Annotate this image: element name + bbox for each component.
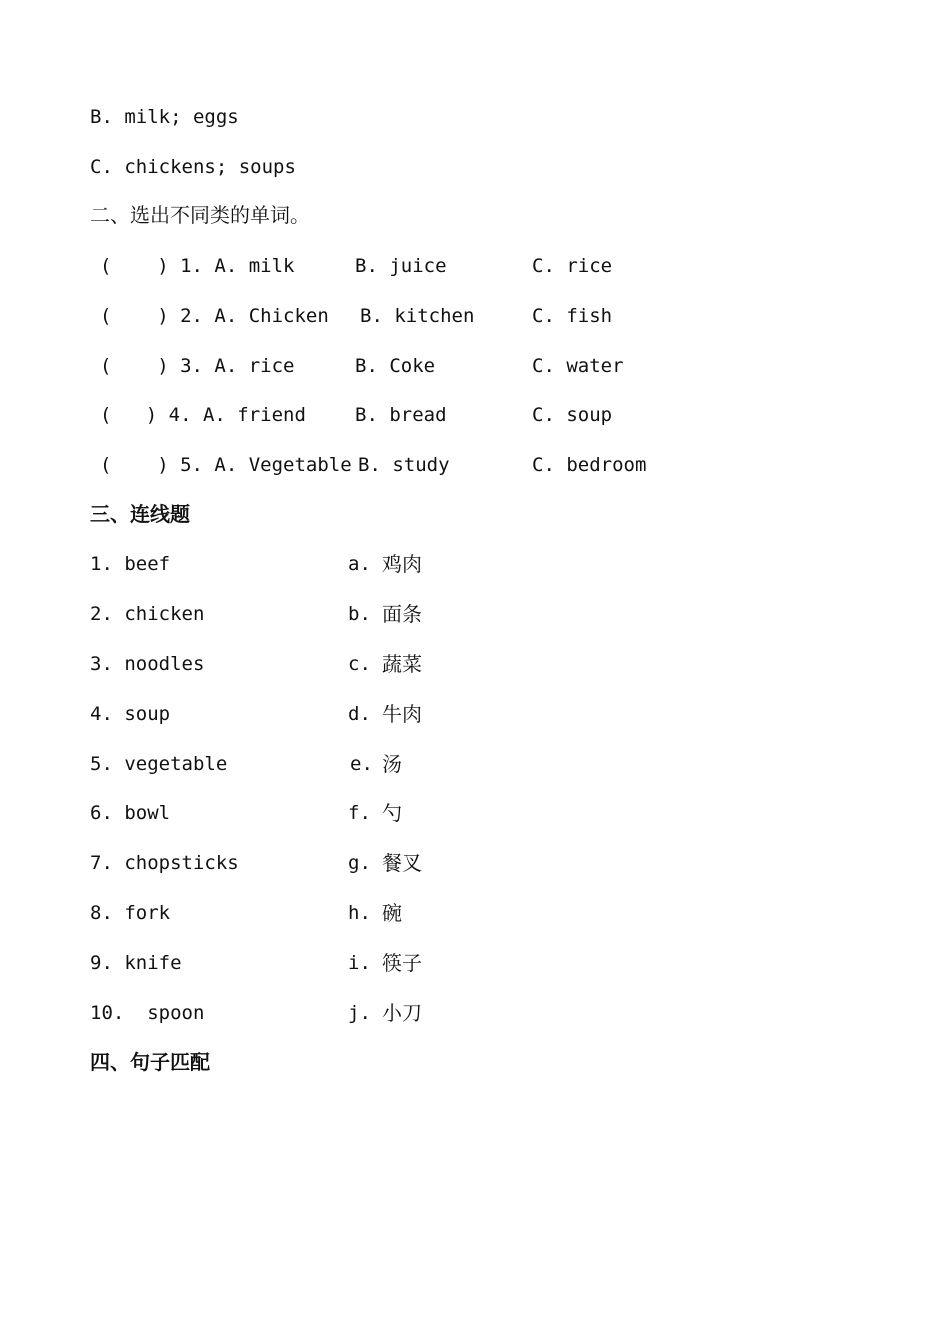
item-a-choice: ( ) 4. A. friend bbox=[100, 404, 306, 426]
chinese-word: 牛肉 bbox=[382, 702, 422, 726]
chinese-letter: a. bbox=[348, 553, 371, 575]
section3-heading: 三、连线题 bbox=[90, 502, 190, 526]
item-a-choice: ( ) 3. A. rice bbox=[100, 355, 295, 377]
option-b-line: B. milk; eggs bbox=[90, 106, 239, 128]
chinese-word: 汤 bbox=[382, 752, 402, 776]
chinese-word: 小刀 bbox=[382, 1001, 422, 1025]
item-b-choice: B. juice bbox=[355, 255, 447, 277]
item-b-choice: B. kitchen bbox=[360, 305, 475, 327]
english-word: 2. chicken bbox=[90, 603, 205, 625]
item-c-choice: C. soup bbox=[532, 404, 613, 426]
option-c-line: C. chickens; soups bbox=[90, 156, 296, 178]
item-b-choice: B. bread bbox=[355, 404, 447, 426]
english-word: 3. noodles bbox=[90, 653, 205, 675]
chinese-letter: e. bbox=[350, 753, 373, 775]
item-c-choice: C. bedroom bbox=[532, 454, 647, 476]
chinese-word: 蔬菜 bbox=[382, 652, 422, 676]
chinese-letter: i. bbox=[348, 952, 371, 974]
item-a-choice: ( ) 1. A. milk bbox=[100, 255, 295, 277]
item-a-choice: ( ) 5. A. Vegetable bbox=[100, 454, 352, 476]
english-word: 7. chopsticks bbox=[90, 852, 239, 874]
chinese-letter: d. bbox=[348, 703, 371, 725]
chinese-letter: f. bbox=[348, 802, 371, 824]
item-b-choice: B. Coke bbox=[355, 355, 436, 377]
item-c-choice: C. rice bbox=[532, 255, 613, 277]
english-word: 9. knife bbox=[90, 952, 182, 974]
english-word: 6. bowl bbox=[90, 802, 171, 824]
item-b-choice: B. study bbox=[358, 454, 450, 476]
item-c-choice: C. fish bbox=[532, 305, 613, 327]
english-word: 10. spoon bbox=[90, 1002, 205, 1024]
chinese-word: 鸡肉 bbox=[382, 552, 422, 576]
chinese-word: 勺 bbox=[382, 801, 402, 825]
english-word: 4. soup bbox=[90, 703, 171, 725]
english-word: 8. fork bbox=[90, 902, 171, 924]
section4-heading: 四、句子匹配 bbox=[90, 1050, 210, 1074]
chinese-letter: g. bbox=[348, 852, 371, 874]
chinese-letter: c. bbox=[348, 653, 371, 675]
chinese-letter: j. bbox=[348, 1002, 371, 1024]
item-a-choice: ( ) 2. A. Chicken bbox=[100, 305, 329, 327]
section2-heading: 二、选出不同类的单词。 bbox=[90, 203, 310, 227]
chinese-word: 面条 bbox=[382, 602, 422, 626]
chinese-word: 餐叉 bbox=[382, 851, 422, 875]
chinese-letter: h. bbox=[348, 902, 371, 924]
chinese-word: 碗 bbox=[382, 901, 402, 925]
english-word: 1. beef bbox=[90, 553, 171, 575]
chinese-word: 筷子 bbox=[382, 951, 422, 975]
item-c-choice: C. water bbox=[532, 355, 624, 377]
english-word: 5. vegetable bbox=[90, 753, 228, 775]
chinese-letter: b. bbox=[348, 603, 371, 625]
